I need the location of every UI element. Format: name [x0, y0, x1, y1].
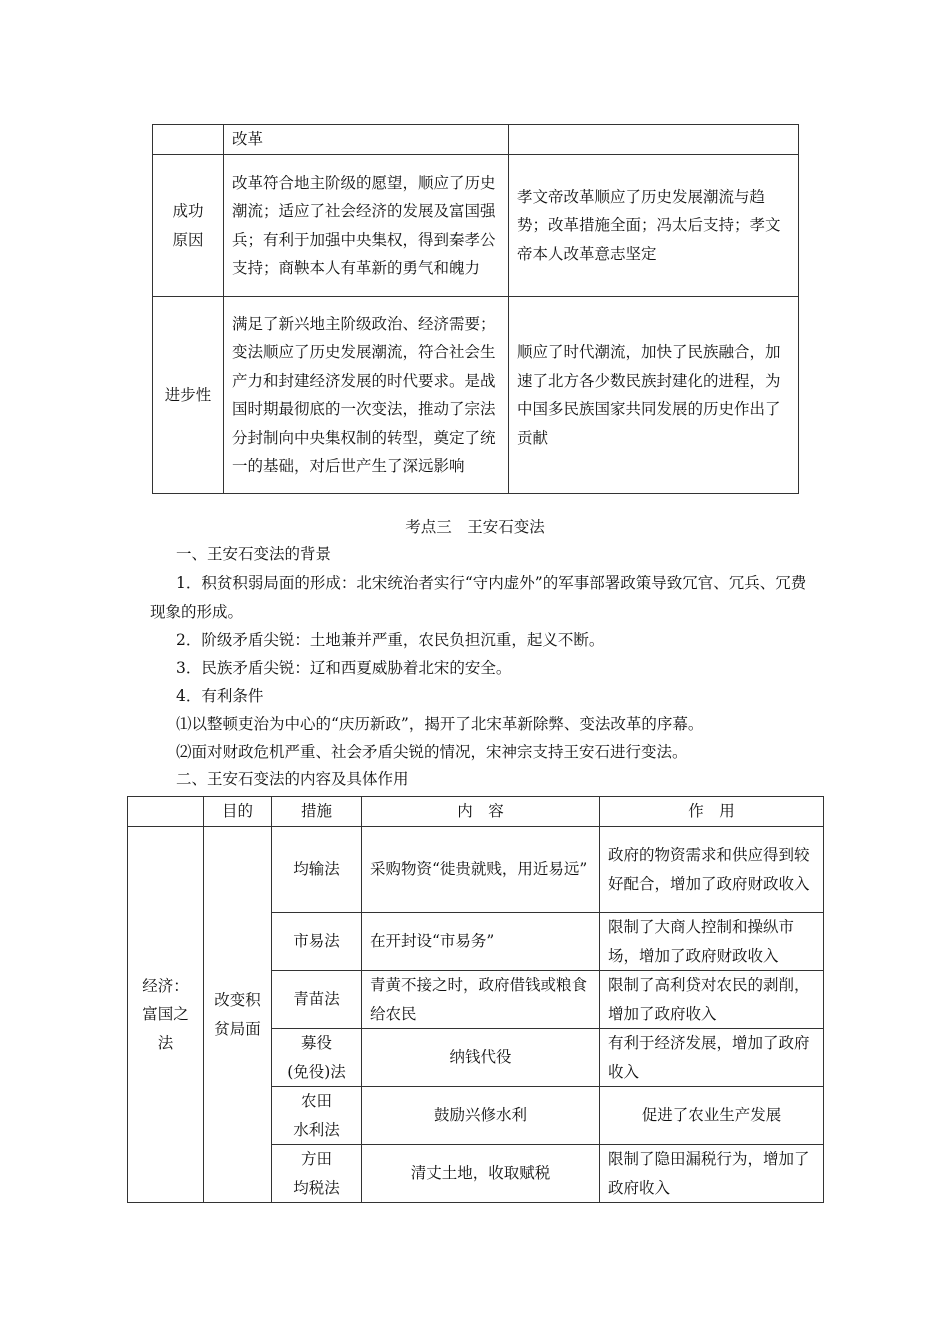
effect-cell: 政府的物资需求和供应得到较好配合，增加了政府财政收入: [600, 827, 824, 913]
effect-cell: 有利于经济发展，增加了政府收入: [600, 1029, 824, 1087]
table-row: [153, 297, 799, 494]
header-cell: 作 用: [600, 797, 824, 827]
measure-cell: 均输法: [272, 827, 362, 913]
paragraph: ⑵面对财政危机严重、社会矛盾尖锐的情况，宋神宗支持王安石进行变法。: [176, 743, 688, 761]
measure-cell: 募役 (免役)法: [272, 1029, 362, 1087]
header-cell: 目的: [204, 797, 272, 827]
table-cell: 孝文帝改革顺应了历史发展潮流与趋势；改革措施全面；冯太后支持；孝文帝本人改革意志坚定: [509, 155, 799, 297]
table-row: [153, 155, 799, 297]
content-cell: 青黄不接之时，政府借钱或粮食给农民: [362, 971, 600, 1029]
measure-cell: 农田 水利法: [272, 1087, 362, 1145]
measure-cell: 市易法: [272, 913, 362, 971]
reform-measures-table: [127, 796, 824, 1203]
header-cell: 措施: [272, 797, 362, 827]
paragraph: 3．民族矛盾尖锐：辽和西夏威胁着北宋的安全。: [176, 659, 512, 677]
effect-cell: 限制了大商人控制和操纵市场，增加了政府财政收入: [600, 913, 824, 971]
content-cell: 纳钱代役: [362, 1029, 600, 1087]
content-cell: 鼓励兴修水利: [362, 1087, 600, 1145]
table-row: [128, 827, 824, 913]
row-label-success-reasons: 成功 原因: [153, 155, 224, 297]
table-cell: 顺应了时代潮流，加快了民族融合，加速了北方各少数民族封建化的进程，为中国多民族国家共同发展的历史作出了贡献: [509, 297, 799, 494]
measure-cell: 方田 均税法: [272, 1145, 362, 1203]
table-cell: [153, 125, 224, 155]
table-header-row: [128, 797, 824, 827]
header-cell: [128, 797, 204, 827]
purpose-cell: 改变积 贫局面: [204, 827, 272, 1203]
table-cell: [509, 125, 799, 155]
header-cell: 内 容: [362, 797, 600, 827]
section-title: 考点三 王安石变法: [405, 518, 545, 536]
effect-cell: 促进了农业生产发展: [600, 1087, 824, 1145]
table-cell: 改革符合地主阶级的愿望，顺应了历史潮流；适应了社会经济的发展及富国强兵；有利于加强中央集权，得到秦孝公支持；商鞅本人有革新的勇气和魄力: [224, 155, 509, 297]
paragraph: 4．有利条件: [176, 687, 264, 705]
paragraph: 2．阶级矛盾尖锐：土地兼并严重，农民负担沉重，起义不断。: [176, 631, 605, 649]
content-cell: 在开封设“市易务”: [362, 913, 600, 971]
content-cell: 清丈土地，收取赋税: [362, 1145, 600, 1203]
table-cell: 满足了新兴地主阶级政治、经济需要；变法顺应了历史发展潮流，符合社会生产力和封建经济发展的时代要求。是战国时期最彻底的一次变法，推动了宗法分封制向中央集权制的转型，奠定了统一的基础，对后世产生了深远影响: [224, 297, 509, 494]
measure-cell: 青苗法: [272, 971, 362, 1029]
table-row: [153, 125, 799, 155]
comparison-table: [152, 124, 799, 494]
paragraph: 1．积贫积弱局面的形成：北宋统治者实行“守内虚外”的军事部署政策导致冗官、冗兵、冗费现象的形成。: [150, 574, 807, 621]
paragraph: 一、王安石变法的背景: [176, 545, 332, 563]
content-cell: 采购物资“徙贵就贱，用近易远”: [362, 827, 600, 913]
paragraph: ⑴以整顿吏治为中心的“庆历新政”，揭开了北宋革新除弊、变法改革的序幕。: [176, 715, 704, 733]
table-cell: 改革: [224, 125, 509, 155]
paragraph: 二、王安石变法的内容及具体作用: [176, 770, 409, 788]
group-label: 经济： 富国之 法: [128, 827, 204, 1203]
row-label-progressiveness: 进步性: [153, 297, 224, 494]
effect-cell: 限制了隐田漏税行为，增加了政府收入: [600, 1145, 824, 1203]
effect-cell: 限制了高利贷对农民的剥削，增加了政府收入: [600, 971, 824, 1029]
